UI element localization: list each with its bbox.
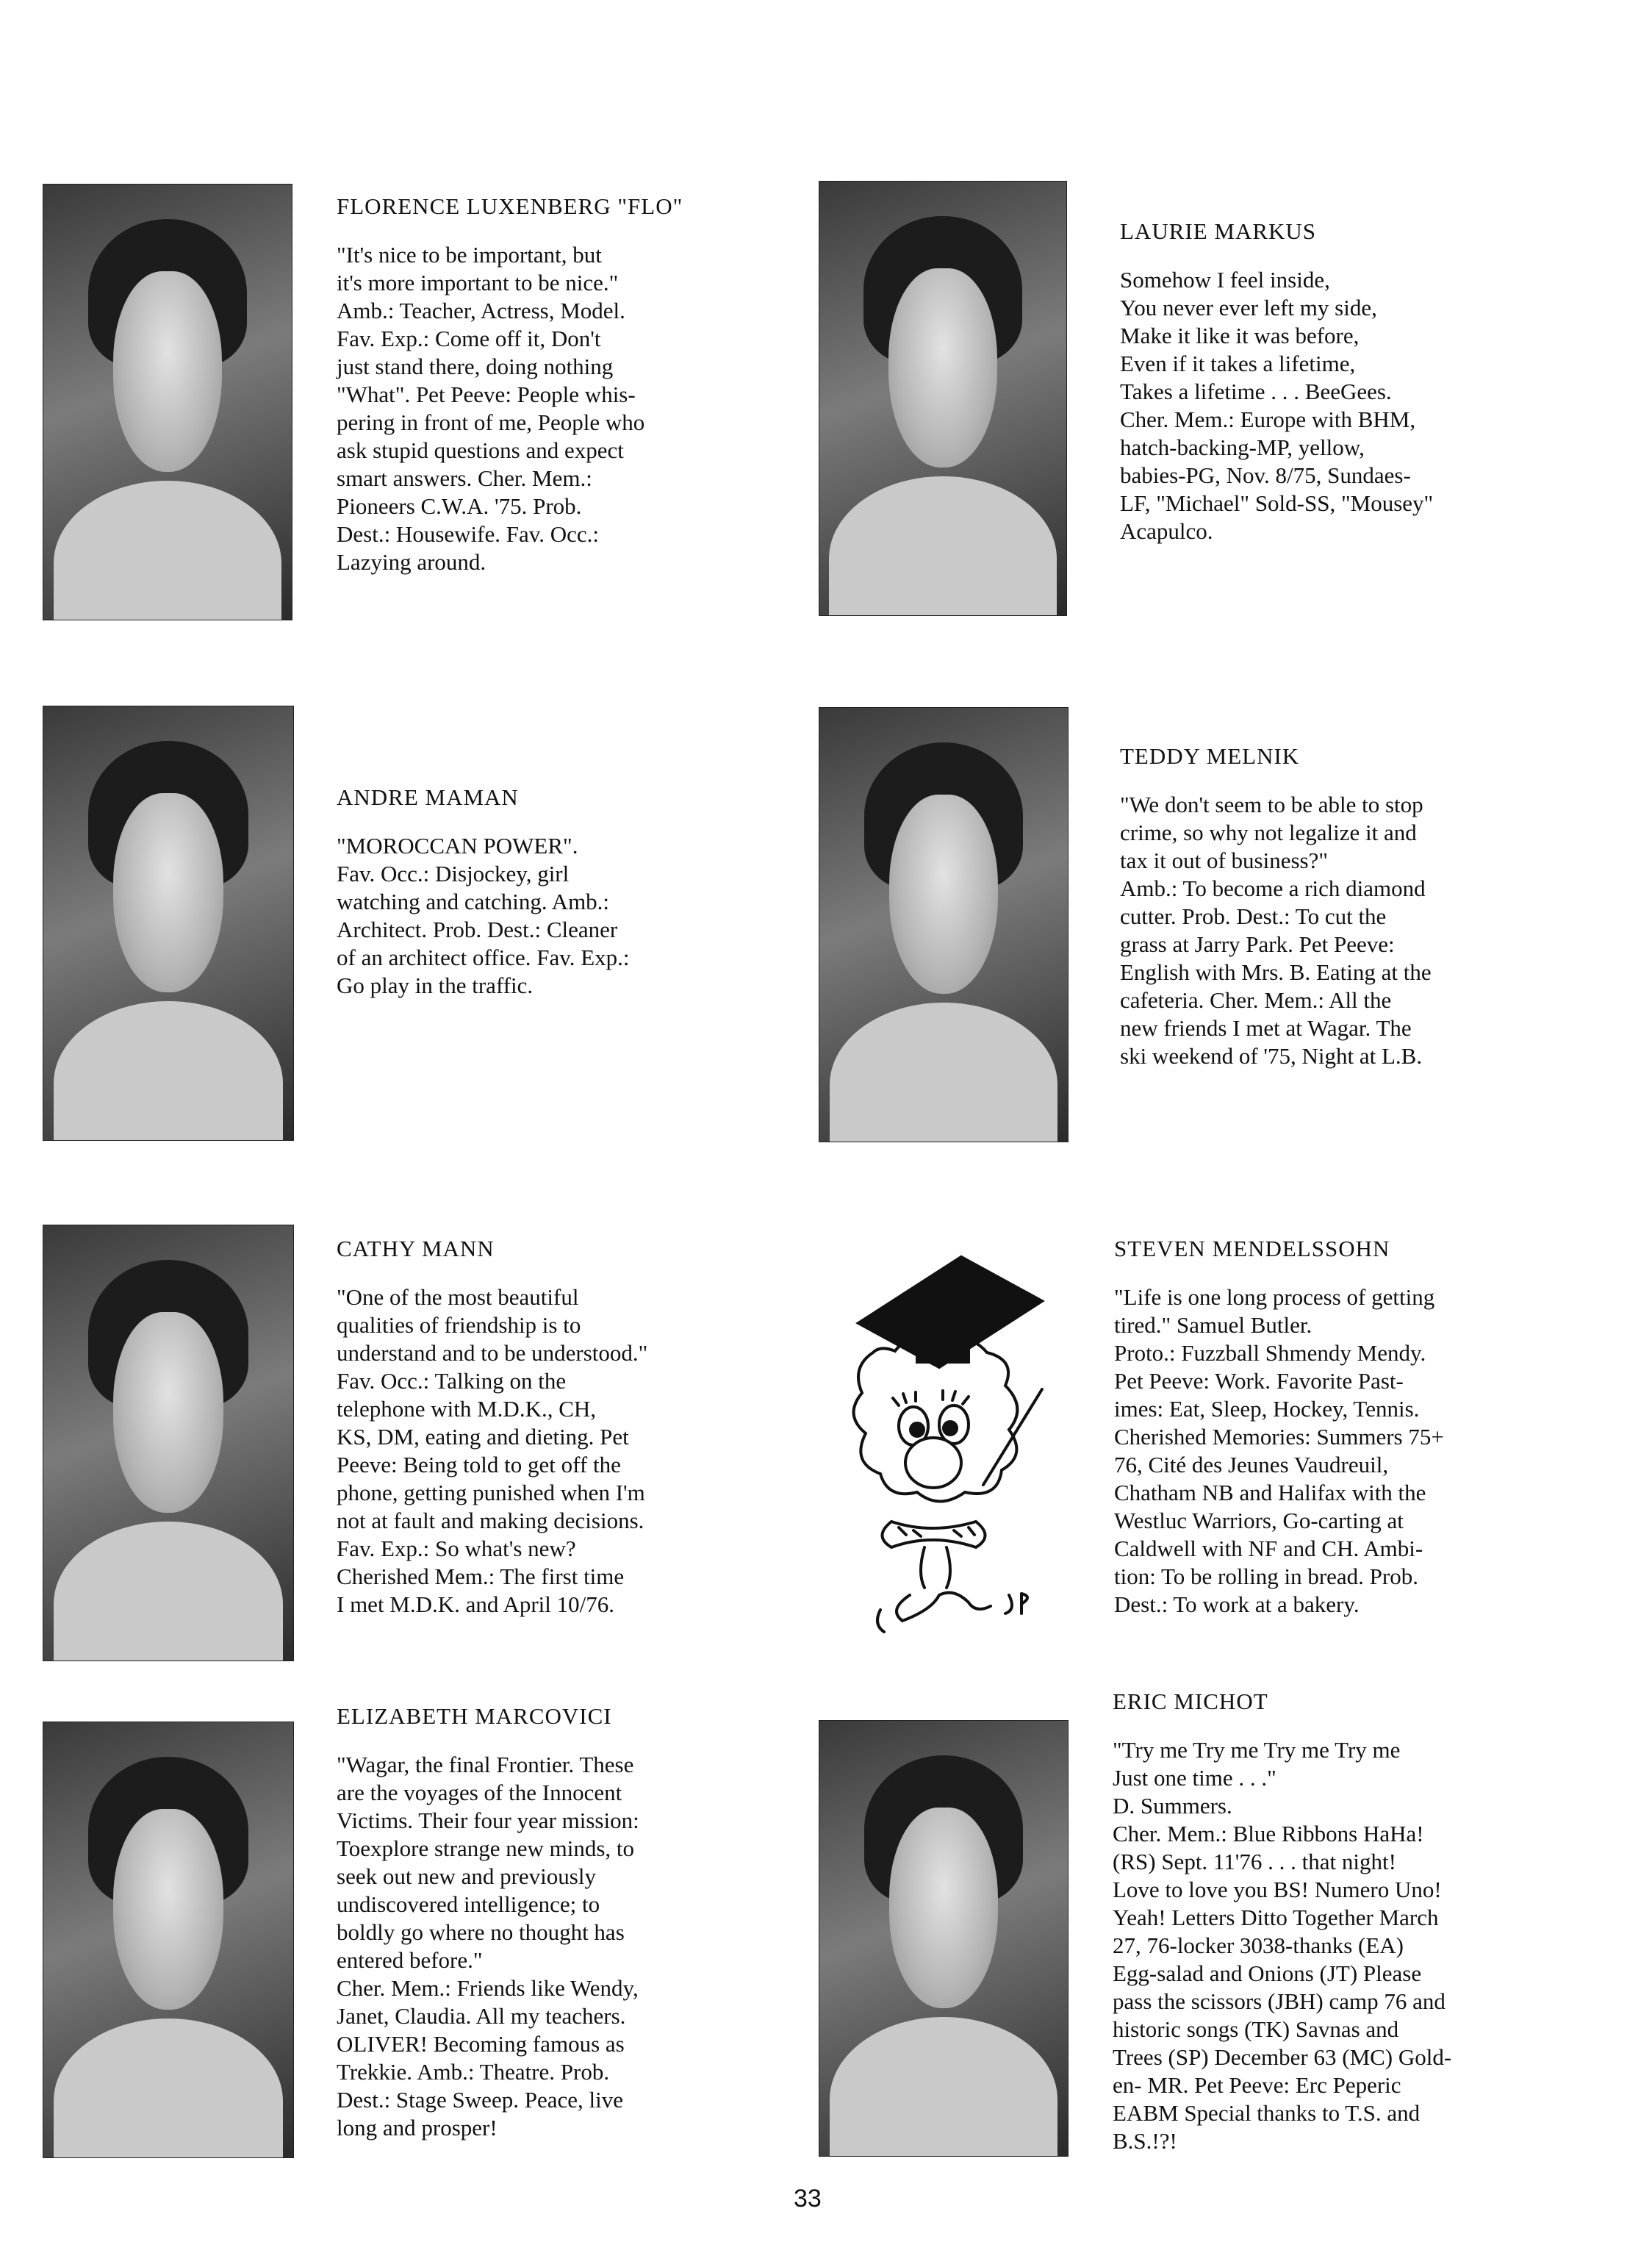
portrait-photo-eric-michot	[819, 1720, 1069, 2157]
student-name: STEVEN MENDELSSOHN	[1114, 1236, 1390, 1261]
student-bio: "MOROCCAN POWER". Fav. Occ.: Disjockey, girl watching and catching. Amb.: Architect. Prob. Dest.: Cleaner of an architect office. Fav. Exp.: Go play in the traffic.	[337, 833, 630, 998]
portrait-photo-andre-maman	[43, 706, 294, 1141]
student-entry-cathy-mann	[337, 1235, 792, 1619]
student-name: ERIC MICHOT	[1113, 1688, 1268, 1714]
portrait-photo-laurie-markus	[819, 181, 1067, 616]
portrait-photo-elizabeth-marcovici	[43, 1722, 294, 2158]
student-entry-eric-michot	[1113, 1688, 1579, 2155]
student-name: FLORENCE LUXENBERG "FLO"	[337, 193, 683, 219]
student-name: ANDRE MAMAN	[337, 784, 519, 810]
student-name: LAURIE MARKUS	[1120, 218, 1317, 244]
student-name: TEDDY MELNIK	[1120, 743, 1300, 769]
student-entry-steven-mendelssohn	[1114, 1235, 1577, 1619]
student-entry-florence-luxenberg	[337, 193, 792, 576]
student-bio: "We don't seem to be able to stop crime, so why not legalize it and tax it out of business?" Amb.: To become a rich diamond cutter. Prob. Dest.: To cut the grass at Jarry Park. Pet Peeve: English with Mrs. B. Eating at the cafeteria. Cher. Mem.: All the new friends I met at Wagar. The ski weekend of '75, Night at L.B.	[1120, 792, 1432, 1069]
student-bio: Somehow I feel inside, You never ever left my side, Make it like it was before, Even if it takes a lifetime, Takes a lifetime . . . BeeGees. Cher. Mem.: Europe with BHM, hatch-backing-MP, yellow, babies-PG, Nov. 8/75, Sundaes- LF, "Michael" Sold-SS, "Mousey" Acapulco.	[1120, 267, 1434, 544]
student-bio: "Wagar, the final Frontier. These are the voyages of the Innocent Victims. Their four year mission: Toexplore strange new minds, to seek out new and previously undiscovered intelligence; to boldly go where no thought has entered before." Cher. Mem.: Friends like Wendy, Janet, Claudia. All my teachers. OLIVER! Becoming famous as Trekkie. Amb.: Theatre. Prob. Dest.: Stage Sweep. Peace, live long and prosper!	[337, 1752, 639, 2141]
student-entry-elizabeth-marcovici	[337, 1702, 792, 2142]
portrait-photo-florence-luxenberg	[43, 184, 292, 620]
student-entry-teddy-melnik	[1120, 742, 1576, 1070]
page-number: 33	[794, 2185, 822, 2213]
student-name: ELIZABETH MARCOVICI	[337, 1703, 612, 1729]
portrait-photo-teddy-melnik	[819, 707, 1069, 1142]
student-bio: "One of the most beautiful qualities of friendship is to understand and to be understood." Fav. Occ.: Talking on the telephone with M.D.K., CH, KS, DM, eating and dieting. Pet Peeve: Being told to get off the phone, getting punished when I'm not at fault and making decisions. Fav. Exp.: So what's new? Cherished Mem.: The first time I met M.D.K. and April 10/76.	[337, 1284, 648, 1617]
graduate-mascot-cartoon	[829, 1242, 1049, 1639]
student-bio: "Life is one long process of getting tired." Samuel Butler. Proto.: Fuzzball Shmendy Mendy. Pet Peeve: Work. Favorite Past- imes: Eat, Sleep, Hockey, Tennis. Cherished Memories: Summers 75+ 76, Cité des Jeunes Vaudreuil, Chatham NB and Halifax with the Westluc Warriors, Go-carting at Caldwell with NF and CH. Ambi- tion: To be rolling in bread. Prob. Dest.: To work at a bakery.	[1114, 1284, 1444, 1617]
student-bio: "Try me Try me Try me Try me Just one time . . ." D. Summers. Cher. Mem.: Blue Ribbons HaHa! (RS) Sept. 11'76 . . . that night! Love to love you BS! Numero Uno! Yeah! Letters Ditto Together March 27, 76-locker 3038-thanks (EA) Egg-salad and Onions (JT) Please pass the scissors (JBH) camp 76 and historic songs (TK) Savnas and Trees (SP) December 63 (MC) Gold- en- MR. Pet Peeve: Erc Peperic EABM Special thanks to T.S. and B.S.!?!	[1113, 1737, 1452, 2154]
student-bio: "It's nice to be important, but it's more important to be nice." Amb.: Teacher, Actress, Model. Fav. Exp.: Come off it, Don't just stand there, doing nothing "What". Pet Peeve: People whis- pering in front of me, People who ask stupid questions and expect smart answers. Cher. Mem.: Pioneers C.W.A. '75. Prob. Dest.: Housewife. Fav. Occ.: Lazying around.	[337, 242, 645, 575]
portrait-photo-cathy-mann	[43, 1225, 294, 1661]
student-entry-laurie-markus	[1120, 218, 1576, 545]
student-name: CATHY MANN	[337, 1236, 495, 1261]
student-entry-andre-maman	[337, 784, 792, 1000]
